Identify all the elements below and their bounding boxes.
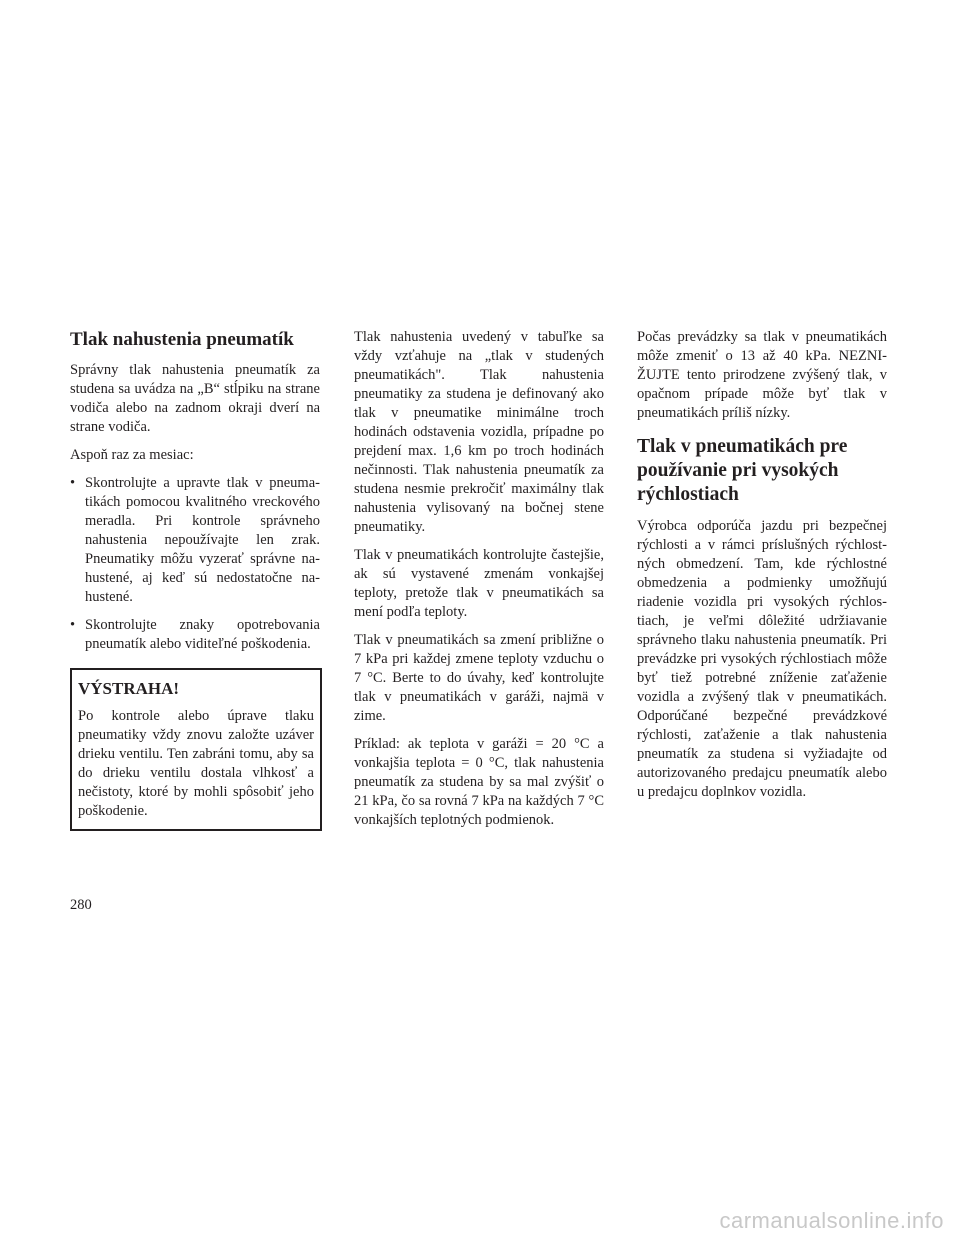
paragraph-example: Príklad: ak teplota v garáži = 20 °C a vonkajšia teplota = 0 °C, tlak nahustenia pneumatík za studena by sa mal zvýšiť o 21 kPa, čo sa rovná 7 kPa na každých 7 °C vonkajších teplotných podmienok. <box>354 736 604 828</box>
check-list <box>70 474 320 654</box>
warning-title: VÝSTRAHA! <box>78 679 180 698</box>
right-column <box>637 328 887 811</box>
warning-box <box>70 668 322 831</box>
paragraph-pressure-change: Tlak v pneumatikách sa zmení približne o 7 kPa pri každej zmene teploty vzduchu o 7 °C. Berte to do úvahy, keď kontrolujte tlak v pneumatikách v garáži, najmä v zime. <box>354 632 604 724</box>
section-heading-tire-pressure: Tlak nahustenia pneumatík <box>70 329 294 350</box>
warning-text: Po kontrole alebo úprave tlaku pneumatiky vždy znovu založte uzáver drieku ventilu. Ten zabráni tomu, aby sa do drieku ventilu dostala vlhkosť a nečistoty, ktoré by mohli spôsobiť jeho poškodenie. <box>78 708 314 819</box>
list-item <box>70 474 320 607</box>
left-column <box>70 328 320 831</box>
section-heading-high-speed: Tlak v pneumatikách pre používanie pri vysokých rýchlostiach <box>637 436 848 505</box>
list-item <box>70 616 320 654</box>
page-number: 280 <box>70 897 92 913</box>
bullet-icon: • <box>70 475 76 491</box>
bullet-icon: • <box>70 617 76 633</box>
paragraph-cold-pressure: Tlak nahustenia uvedený v tabuľke sa vždy vzťahuje na „tlak v studených pneumatikách". Tlak nahustenia pneumatiky za studena je definovaný ako tlak v pneumatike minimálne troch hodinách odstavenia vozidla, prípadne po prejdení max. 1,6 km po troch hodinách nečinnosti. Tlak nahustenia pneumatík za studena nesmie prekročiť maximálny tlak nahustenia vylisovaný na bočnej stene pneumatiky. <box>354 329 604 535</box>
intro-paragraph: Správny tlak nahustenia pneumatík za studena sa uvádza na „B“ stĺpiku na strane vodiča alebo na zadnom okraji dverí na strane vodiča. <box>70 362 320 435</box>
paragraph-high-speed: Výrobca odporúča jazdu pri bezpečnej rýchlosti a v rámci príslušných rýchlostných obmedzení. Tam, kde rýchlostné obmedzenia a podmienky umožňujú riadenie vozidla pri vysokých rýchlostiach, je veľmi dôležité udržiavanie správneho tlaku nahustenia pneumatík. Pri prevádzke pri vysokých rýchlostiach môže byť tiež potrebné zníženie zaťaženie vozidla a zvýšený tlak v pneumatikách. Odporúčané bezpečné prevádzkové rýchlosti, zaťaženie a tlak nahustenia pneumatík za studena si vyžiadajte od autorizovaného predajcu pneumatík alebo u predajcu doplnkov vozidla. <box>637 518 887 800</box>
list-item-text: Skontrolujte a upravte tlak v pneumatikách pomocou kvalitného vreckového meradla. Pri kontrole správneho nahustenia nepoužívajte len zrak. Pneumatiky môžu vyzerať správne nahustené, aj keď sú nedostatočne nahustené. <box>85 475 320 605</box>
paragraph-operating-pressure: Počas prevádzky sa tlak v pneumatikách môže zmeniť o 13 až 40 kPa. NEZNIŽUJTE tento prirodzene zvýšený tlak, v opačnom prípade môže byť tlak v pneumatikách príliš nízky. <box>637 329 887 421</box>
monthly-check-paragraph: Aspoň raz za mesiac: <box>70 447 194 463</box>
paragraph-temperature-check: Tlak v pneumatikách kontrolujte častejšie, ak sú vystavené zmenám vonkajšej teploty, pretože tlak v pneumatikách sa mení podľa teploty. <box>354 547 604 620</box>
watermark: carmanualsonline.info <box>719 1208 944 1233</box>
list-item-text: Skontrolujte znaky opotrebovania pneumatík alebo viditeľné poškodenia. <box>85 617 320 652</box>
middle-column <box>354 328 604 839</box>
